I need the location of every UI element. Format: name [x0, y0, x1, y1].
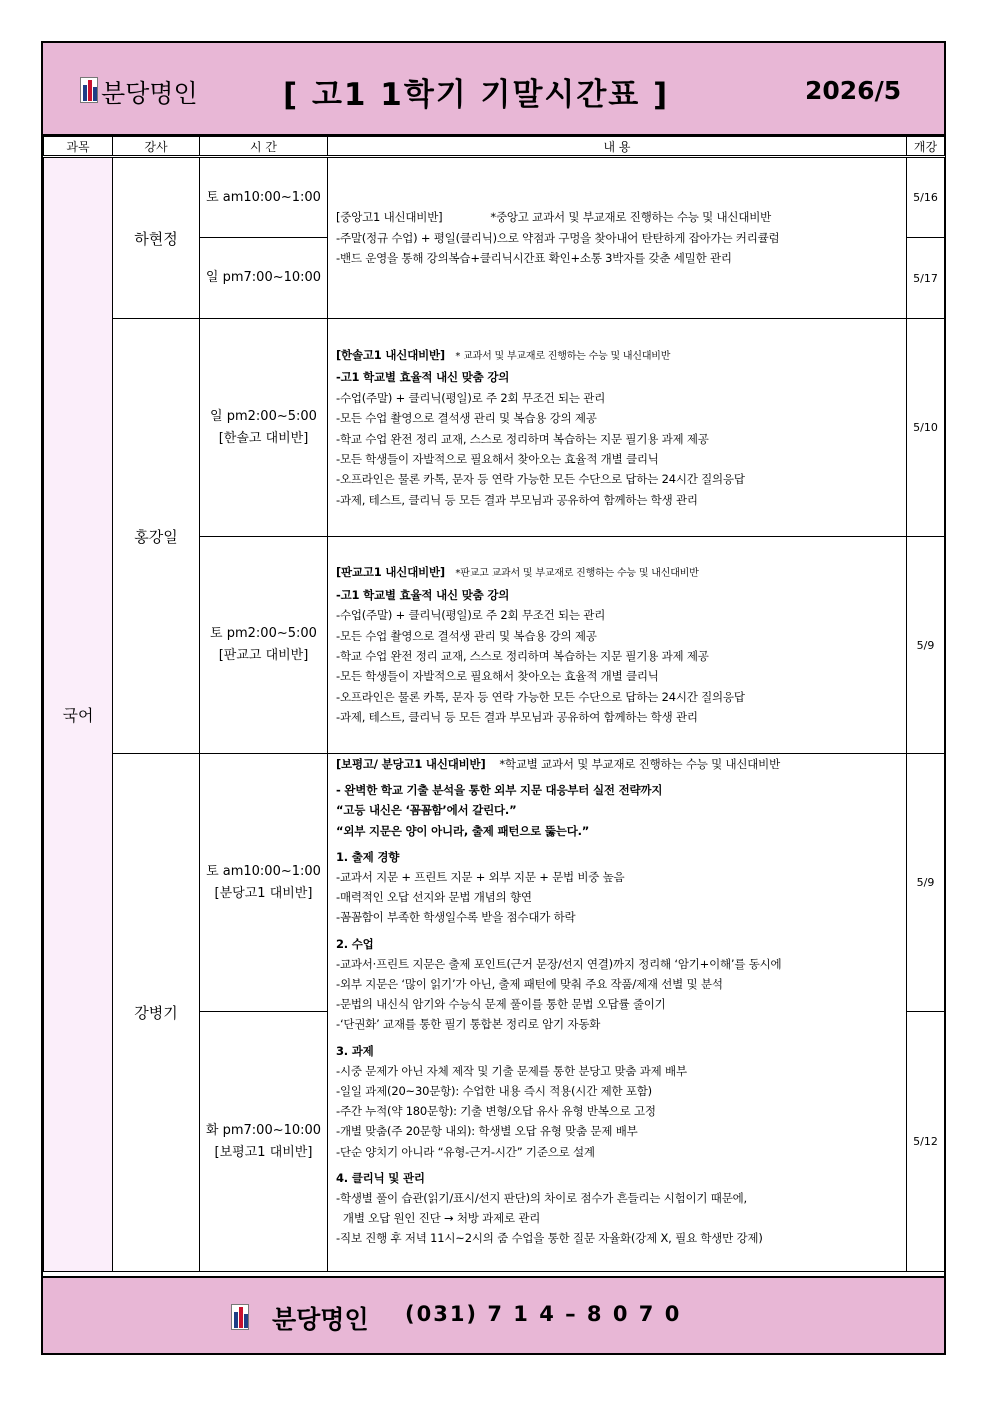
content-line: -주간 누적(약 180문항): 기출 변형/오답 유사 유형 반복으로 고정	[336, 1104, 656, 1119]
time-cell: 일 pm7:00~10:00	[200, 238, 328, 319]
column-header-teacher: 강사	[113, 137, 200, 157]
class-title: [한솔고1 내신대비반]	[336, 347, 445, 362]
content-line: -학교 수업 완전 정리 교재, 스스로 정리하며 복습하는 지문 필기용 과제 제공	[336, 649, 709, 663]
phone-number: (031) 7 1 4 – 8 0 7 0	[405, 1302, 682, 1326]
column-header-subject: 과목	[44, 137, 113, 157]
table-row	[44, 157, 945, 238]
content-line: -교과서·프린트 지문은 출제 포인트(근거 문장/선지 연결)까지 정리해 ‘암기+이해’를 동시에	[336, 956, 782, 971]
academy-logo-icon	[231, 1304, 249, 1330]
class-note: * 교과서 및 부교재로 진행하는 수능 및 내신대비반	[455, 350, 671, 362]
time-cell	[200, 754, 328, 1012]
class-note: *중앙고 교과서 및 부교재로 진행하는 수능 및 내신대비반	[490, 210, 772, 225]
content-line: -수업(주말) + 클리닉(평일)로 주 2회 무조건 되는 관리	[336, 390, 606, 405]
subject-cell: 국어	[44, 157, 113, 1272]
class-title: [판교고1 내신대비반]	[336, 565, 445, 580]
academy-logo-icon	[80, 77, 98, 103]
open-date-cell: 5/9	[907, 754, 945, 1012]
content-line: -외부 지문은 ‘많이 읽기’가 아닌, 출제 패턴에 맞춰 주요 작품/제재 선별 및 분석	[336, 977, 723, 992]
class-label: [분당고1 대비반]	[214, 885, 313, 901]
content-line: “고등 내신은 ‘꼼꼼함’에서 갈린다.”	[336, 803, 517, 818]
class-label: [판교고 대비반]	[218, 648, 309, 663]
time-label: 일 pm2:00~5:00	[210, 408, 317, 424]
table-row	[44, 754, 945, 1012]
content-line: -‘단권화’ 교재를 통한 필기 통합본 정리로 암기 자동화	[336, 1017, 601, 1032]
footer-band	[43, 1276, 944, 1353]
class-title: [중앙고1 내신대비반]	[336, 210, 443, 225]
teacher-cell: 강병기	[113, 754, 200, 1272]
header-band	[43, 43, 944, 136]
class-note: *학교별 교과서 및 부교재로 진행하는 수능 및 내신대비반	[499, 757, 781, 771]
content-line: -밴드 운영을 통해 강의복습+클리닉시간표 확인+소통 3박자를 갖춘 세밀한 관리	[336, 251, 732, 266]
content-line: -문법의 내신식 암기와 수능식 문제 풀이를 통한 문법 오답률 줄이기	[336, 997, 666, 1012]
section-title: 4. 클리닉 및 관리	[336, 1170, 425, 1185]
column-header-content: 내 용	[328, 137, 907, 157]
date-label: 2026/5	[805, 76, 902, 105]
open-date-cell: 5/10	[907, 319, 945, 537]
teacher-cell: 홍강일	[113, 319, 200, 754]
content-line: -시중 문제가 아닌 자체 제작 및 기출 문제를 통한 분당고 맞춤 과제 배부	[336, 1063, 687, 1078]
content-cell	[328, 319, 907, 537]
brand-name: 분당명인	[101, 79, 198, 108]
class-label: [보평고1 대비반]	[214, 1144, 313, 1160]
time-cell	[200, 537, 328, 754]
content-cell	[328, 754, 907, 1272]
time-cell: 토 am10:00~1:00	[200, 157, 328, 238]
content-line: -고1 학교별 효율적 내신 맞춤 강의	[336, 587, 510, 602]
content-line: -학교 수업 완전 정리 교재, 스스로 정리하며 복습하는 지문 필기용 과제 제공	[336, 431, 709, 446]
open-date-cell: 5/17	[907, 238, 945, 319]
content-line: -개별 맞춤(주 20문항 내외): 학생별 오답 유형 맞춤 문제 배부	[336, 1124, 638, 1139]
content-line: -모든 수업 촬영으로 결석생 관리 및 복습용 강의 제공	[336, 628, 597, 643]
time-cell	[200, 319, 328, 537]
content-cell	[328, 537, 907, 754]
timetable-sheet	[41, 41, 946, 1355]
time-label: 화 pm7:00~10:00	[205, 1122, 322, 1138]
footer-brand-name: 분당명인	[272, 1305, 369, 1334]
table-row	[44, 319, 945, 537]
section-title: 2. 수업	[336, 936, 374, 951]
schedule-table	[43, 136, 945, 1272]
class-note: *판교고 교과서 및 부교재로 진행하는 수능 및 내신대비반	[455, 568, 699, 580]
open-date-cell: 5/9	[907, 537, 945, 754]
content-line: -모든 학생들이 자발적으로 필요해서 찾아오는 효율적 개별 클리닉	[336, 669, 659, 684]
content-line: -주말(정규 수업) + 평일(클리닉)으로 약점과 구멍을 찾아내어 탄탄하게 잡아가는 커리큘럼	[336, 230, 780, 245]
page-title: [ 고1 1학기 기말시간표 ]	[283, 77, 670, 113]
content-line: “외부 지문은 양이 아니라, 출제 패턴으로 뚫는다.”	[336, 823, 590, 838]
class-title: [보평고/ 분당고1 내신대비반]	[336, 757, 486, 771]
teacher-cell: 하현정	[113, 157, 200, 319]
content-line: 개별 오답 원인 진단 → 처방 과제로 관리	[336, 1211, 541, 1226]
section-title: 3. 과제	[336, 1043, 374, 1058]
content-line: - 완벽한 학교 기출 분석을 통한 외부 지문 대응부터 실전 전략까지	[336, 783, 663, 798]
content-line: -단순 양치기 아니라 “유형-근거-시간” 기준으로 설계	[336, 1144, 595, 1159]
column-header-open: 개강	[907, 137, 945, 157]
content-line: -일일 과제(20~30문항): 수업한 내용 즉시 적용(시간 제한 포함)	[336, 1084, 652, 1099]
content-line: -매력적인 오답 선지와 문법 개념의 향연	[336, 890, 532, 905]
content-line: -오프라인은 물론 카톡, 문자 등 연락 가능한 모든 수단으로 답하는 24시간 질의응답	[336, 689, 745, 704]
content-line: -교과서 지문 + 프린트 지문 + 외부 지문 + 문법 비중 높음	[336, 870, 625, 885]
content-line: -학생별 풀이 습관(읽기/표시/선지 판단)의 차이로 점수가 흔들리는 시험이기 때문에,	[336, 1191, 747, 1206]
open-date-cell: 5/12	[907, 1012, 945, 1272]
content-line: -과제, 테스트, 클리닉 등 모든 결과 부모님과 공유하여 함께하는 학생 관리	[336, 710, 698, 725]
content-cell	[328, 157, 907, 319]
content-line: -오프라인은 물론 카톡, 문자 등 연락 가능한 모든 수단으로 답하는 24시간 질의응답	[336, 472, 745, 487]
content-line: -모든 학생들이 자발적으로 필요해서 찾아오는 효율적 개별 클리닉	[336, 451, 659, 466]
content-line: -과제, 테스트, 클리닉 등 모든 결과 부모님과 공유하여 함께하는 학생 관리	[336, 492, 698, 507]
section-title: 1. 출제 경향	[336, 849, 400, 864]
time-label: 토 am10:00~1:00	[206, 863, 321, 879]
table-header-row	[44, 137, 945, 157]
time-cell	[200, 1012, 328, 1272]
open-date-cell: 5/16	[907, 157, 945, 238]
content-line: -모든 수업 촬영으로 결석생 관리 및 복습용 강의 제공	[336, 411, 597, 426]
column-header-time: 시 간	[200, 137, 328, 157]
content-line: -직보 진행 후 저녁 11시~2시의 줌 수업을 통한 질문 자율화(강제 X, 필요 학생만 강제)	[336, 1231, 763, 1246]
time-label: 토 pm2:00~5:00	[210, 626, 317, 641]
class-label: [한솔고 대비반]	[218, 430, 309, 446]
content-line: -고1 학교별 효율적 내신 맞춤 강의	[336, 370, 510, 385]
content-line: -꼼꼼함이 부족한 학생일수록 받을 점수대가 하락	[336, 910, 576, 925]
content-line: -수업(주말) + 클리닉(평일)로 주 2회 무조건 되는 관리	[336, 608, 606, 623]
